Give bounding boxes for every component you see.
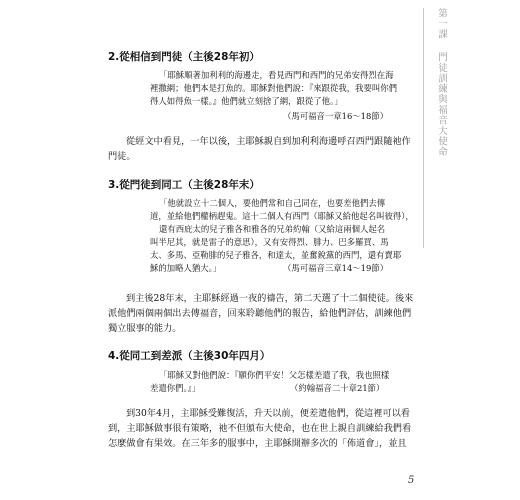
body-paragraph	[108, 134, 411, 164]
quote-line: 「耶穌又對他們說：『願你們平安！父怎樣差遣了我，我也照樣	[159, 370, 390, 380]
quote-source: （馬可福音三章14～19節）	[283, 263, 389, 273]
paragraph-line: 從經文中看見，一年以後，主耶穌親自到加利利海邊呼召西門跟隨祂作	[126, 136, 411, 147]
quote-line: 道，並給他們權柄趕鬼。這十二個人有西門（耶穌又給他起名叫彼得），	[150, 211, 414, 221]
section-heading: 3.從門徒到同工（主後28年末）	[108, 179, 260, 191]
quote-source: （馬可福音一章16～18節）	[283, 111, 389, 121]
chapter-label: 第一課	[436, 8, 447, 40]
quote-line: 叫半尼其，就是雷子的意思），又有安得烈、腓力、巴多羅買、馬	[150, 237, 389, 247]
page-number: 5	[408, 475, 415, 486]
paragraph-line: 到30年4月，主耶穌受難復活，升天以前，便差遣他們，從這裡可以看	[126, 408, 410, 419]
paragraph-line: 門徒。	[108, 151, 136, 162]
quote-line: 差遣你們。』」	[150, 383, 201, 393]
paragraph-line: 派他們兩個兩個出去傳福音，回來聆聽他們的報告，給他們評估，訓練他們	[108, 308, 412, 319]
paragraph-line: 到，主耶穌做事很有策略，祂不但頒布大使命，也在世上親自訓練給我們看	[108, 423, 412, 434]
quote-line: 穌的加略人猶大。」	[150, 263, 222, 273]
body-paragraph	[108, 406, 412, 451]
quote-line: 「耶穌順著加利利的海邊走，看見西門和西門的兄弟安得烈在海	[159, 70, 394, 80]
quote-line: 裡撒網；他們本是打魚的。耶穌對他們說：『來跟從我，我要叫你們	[150, 83, 398, 93]
running-header	[430, 8, 448, 248]
chapter-title: 門徒訓練與福音大使命	[436, 51, 447, 157]
paragraph-line: 獨立服事的能力。	[108, 323, 182, 334]
quote-line: 太、多馬、亞勒腓的兒子雅各，和達太，並奮銳黨的西門，還有賣耶	[150, 250, 402, 260]
quote-line: 「他就設立十二個人，要他們常和自己同在，也要差他們去傳	[159, 198, 386, 208]
body-paragraph	[108, 291, 414, 336]
section-heading: 2.從相信到門徒（主後28年初）	[108, 51, 260, 63]
scripture-quote	[150, 69, 398, 108]
quote-source: （約翰福音二十章21節）	[290, 383, 385, 393]
paragraph-line: 怎麼做會有果效。在三年多的服事中，主耶穌開辦多次的「佈道會」，並且	[108, 438, 407, 449]
paragraph-line: 到主後28年末，主耶穌經過一夜的禱告，第二天選了十二個使徒。後來	[126, 293, 414, 304]
sidebar-divider	[423, 8, 424, 248]
section-heading: 4.從同工到差派（主後30年四月）	[108, 350, 271, 362]
quote-line: 得人如得魚一樣。』他們就立刻捨了網，跟從了他。」	[150, 96, 343, 106]
quote-line: 還有西庇太的兒子雅各和雅各的兄弟約翰（又給這兩個人起名	[159, 224, 386, 234]
